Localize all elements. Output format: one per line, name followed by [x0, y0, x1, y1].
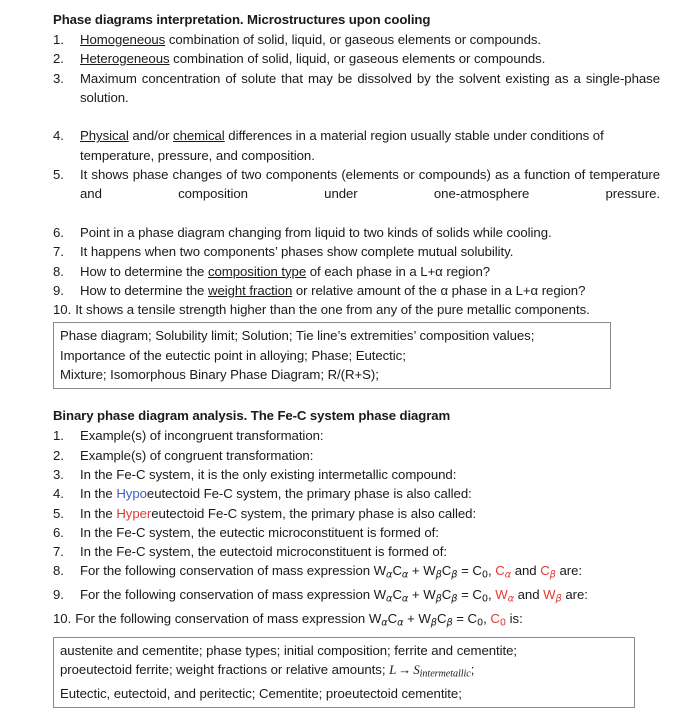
list-item [53, 585, 660, 609]
item-text [80, 506, 476, 521]
section-1-answer-box [53, 322, 611, 389]
math-subscript: intermetallic [419, 668, 471, 680]
mass-balance-formula: $W_\alpha C_\alpha + W_\beta C_\beta = C_0$, [373, 587, 492, 605]
item-pre: How to determine the [80, 263, 208, 279]
list-item [53, 126, 660, 165]
mass-balance-formula: $W_\alpha C_\alpha + W_\beta C_\beta = C_0$, [373, 563, 492, 581]
list-item [53, 49, 660, 68]
item-text [80, 587, 588, 605]
answer-line [60, 660, 634, 684]
item-rest: differences in a material region usually stable under conditions of temperature, pressure, and composition. [80, 128, 604, 163]
item-number: 9. [53, 282, 64, 298]
list-item [53, 426, 660, 445]
highlighted-term-hypo: Hypo [116, 486, 147, 502]
item-number: 6. [53, 224, 64, 240]
list-item [53, 223, 660, 242]
answer-line: Mixture; Isomorphous Binary Phase Diagram; R/(R+S); [60, 367, 379, 383]
item-text [75, 611, 523, 629]
item-text [80, 32, 541, 47]
list-item [53, 262, 660, 281]
item-text: Example(s) of incongruent transformation: [80, 428, 324, 444]
item-number: 9. [53, 587, 64, 603]
item-pre: How to determine the [80, 282, 208, 298]
item-pre: In the [80, 505, 117, 521]
item-number: 1. [53, 32, 64, 47]
item-number: 2. [53, 51, 64, 67]
answer-line: Importance of the eutectic point in alloying; Phase; Eutectic; [60, 347, 406, 363]
item-rest: are: [555, 563, 582, 579]
answer-line-text: proeutectoid ferrite; weight fractions or relative amounts; [60, 662, 386, 678]
item-number: 3. [53, 70, 64, 86]
item-number: 6. [53, 524, 64, 540]
highlighted-variable-2: $C_\beta$ [540, 563, 556, 581]
list-item [53, 609, 660, 633]
answer-line: Eutectic, eutectoid, and peritectic; Cementite; proeutectoid cementite; [60, 686, 462, 702]
list-item [53, 446, 660, 465]
item-pre: In the [80, 486, 117, 502]
intermetallic-reaction-expression [389, 662, 471, 680]
mass-balance-formula: $W_\alpha C_\alpha + W_\beta C_\beta = C_0$, [368, 611, 487, 629]
item-conj: and [514, 587, 544, 603]
item-number: 7. [53, 544, 64, 560]
item-number: 2. [53, 447, 64, 463]
list-item [53, 542, 660, 561]
list-item [53, 523, 660, 542]
list-item [53, 561, 660, 585]
item-text [80, 128, 604, 162]
item-text: Example(s) of congruent transformation: [80, 447, 314, 463]
item-text: It shows a tensile strength higher than the one from any of the pure metallic components. [75, 302, 590, 318]
section-1-title: Phase diagrams interpretation. Microstructures upon cooling [53, 12, 431, 27]
list-item [53, 300, 660, 319]
section-2-title: Binary phase diagram analysis. The Fe-C system phase diagram [53, 408, 451, 424]
item-text [80, 486, 472, 501]
item-number: 5. [53, 505, 64, 521]
math-right: S [413, 662, 420, 678]
item-rest: eutectoid Fe-C system, the primary phase is also called: [151, 505, 477, 521]
list-item [53, 504, 660, 523]
item-text: In the Fe-C system, the eutectic microconstituent is formed of: [80, 524, 439, 540]
list-item [53, 484, 660, 503]
section-2-question-list [53, 426, 660, 633]
item-text: Point in a phase diagram changing from liquid to two kinds of solids while cooling. [80, 224, 552, 240]
underlined-term: Homogeneous [80, 32, 166, 47]
list-item [53, 69, 660, 127]
item-pre: For the following conservation of mass expression [75, 611, 369, 627]
item-number: 4. [53, 486, 64, 502]
item-text: In the Fe-C system, it is the only existing intermetallic compound: [80, 466, 457, 482]
list-item [53, 30, 660, 49]
list-item [53, 281, 660, 300]
answer-line: Phase diagram; Solubility limit; Solution; Tie line’s extremities’ composition values; [60, 328, 535, 344]
item-number: 5. [53, 167, 64, 183]
underlined-term: composition type [207, 263, 307, 279]
item-text: In the Fe-C system, the eutectoid microconstituent is formed of: [80, 544, 447, 560]
item-number: 8. [53, 263, 64, 279]
highlighted-variable-2: $W_\beta$ [543, 587, 562, 605]
list-item [53, 165, 660, 223]
item-pre: For the following conservation of mass expression [80, 563, 374, 579]
underlined-term: Heterogeneous [80, 51, 170, 67]
list-item [53, 465, 660, 484]
item-number: 4. [53, 128, 64, 144]
item-text [80, 283, 585, 298]
underlined-term: Physical [80, 128, 129, 144]
item-number: 7. [53, 244, 64, 260]
item-rest: of each phase in a L+α region? [306, 263, 491, 279]
item-rest: eutectoid Fe-C system, the primary phase is also called: [146, 486, 472, 502]
underlined-term: chemical [173, 128, 225, 144]
item-text: Maximum concentration of solute that may be dissolved by the solvent existing as a single-phase solution. [80, 70, 660, 105]
highlighted-variable-1: $C_\alpha$ [495, 563, 512, 581]
item-rest: combination of solid, liquid, or gaseous elements or compounds. [169, 51, 546, 67]
highlighted-variable-1: $W_\alpha$ [495, 587, 515, 605]
right-arrow-icon: → [398, 662, 412, 678]
item-text [80, 264, 490, 279]
item-text: It happens when two components’ phases show complete mutual solubility. [80, 244, 514, 260]
item-rest: combination of solid, liquid, or gaseous elements or compounds. [165, 32, 542, 47]
answer-line: austenite and cementite; phase types; initial composition; ferrite and cementite; [60, 642, 518, 658]
math-tail: ; [470, 662, 475, 678]
item-number: 1. [53, 428, 64, 444]
math-left: L [389, 662, 397, 678]
underlined-term: weight fraction [207, 282, 293, 298]
item-number: 10. [53, 302, 72, 318]
section-2-answer-box [53, 637, 635, 708]
item-text [80, 563, 582, 581]
item-rest: or relative amount of the α phase in a L+α region? [292, 282, 586, 298]
highlighted-variable-1: $C_0$ [490, 611, 507, 629]
item-number: 3. [53, 466, 64, 482]
list-item [53, 242, 660, 261]
item-conj: and [511, 563, 541, 579]
item-pre: For the following conservation of mass expression [80, 587, 374, 603]
item-text: It shows phase changes of two components (elements or compounds) as a function of temperature and composition under one-atmosphere pressure. [80, 167, 660, 202]
item-number: 10. [53, 611, 72, 627]
item-rest: are: [561, 587, 588, 603]
highlighted-term-hyper: Hyper [116, 505, 152, 521]
item-rest: is: [506, 611, 523, 627]
section-1-question-list [53, 30, 660, 319]
item-number: 8. [53, 563, 64, 579]
item-mid: and/or [128, 128, 174, 144]
item-text [80, 51, 545, 66]
